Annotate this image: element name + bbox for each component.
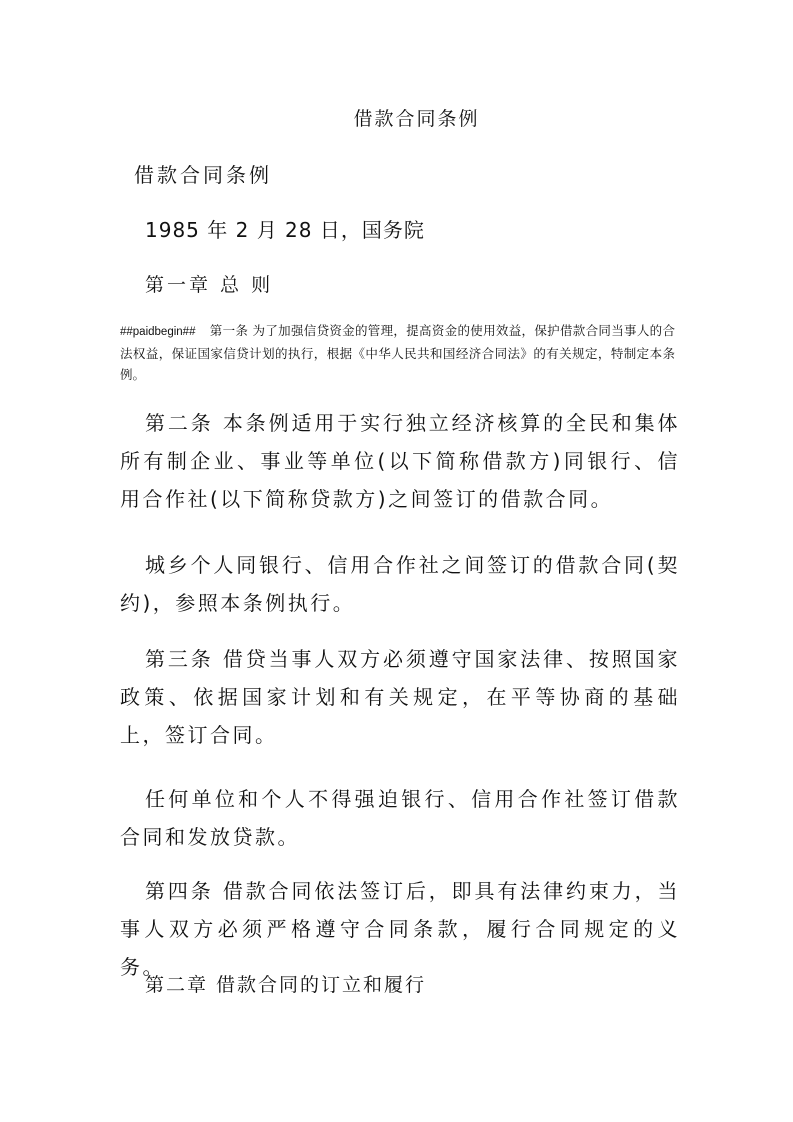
article-4: 第四条 借款合同依法签订后，即具有法律约束力，当事人双方必须严格遵守合同条款，履行合同规定的义务。 [120, 879, 680, 979]
article-1 [120, 320, 675, 385]
chapter-1-heading: 第一章 总 则 [145, 274, 274, 296]
paid-tag: ##paidbegin## [120, 326, 196, 338]
date-line: 1985 年 2 月 28 日，国务院 [145, 218, 425, 242]
article-2-paragraph-2: 城乡个人同银行、信用合作社之间签订的借款合同(契约)，参照本条例执行。 [120, 553, 680, 615]
document-subtitle: 借款合同条例 [134, 163, 272, 187]
article-2: 第二条 本条例适用于实行独立经济核算的全民和集体所有制企业、事业等单位(以下简称借款方)同银行、信用合作社(以下简称贷款方)之间签订的借款合同。 [120, 411, 680, 511]
article-1-text: 第一条 为了加强信贷资金的管理，提高资金的使用效益，保护借款合同当事人的合法权益，保证国家信贷计划的执行，根据《中华人民共和国经济合同法》的有关规定，特制定本条例。 [120, 323, 675, 382]
document-title: 借款合同条例 [353, 108, 480, 130]
chapter-2-heading: 第二章 借款合同的订立和履行 [145, 974, 427, 996]
article-3: 第三条 借贷当事人双方必须遵守国家法律、按照国家政策、依据国家计划和有关规定，在平等协商的基础上，签订合同。 [120, 647, 680, 747]
article-3-paragraph-2: 任何单位和个人不得强迫银行、信用合作社签订借款合同和发放贷款。 [120, 787, 680, 849]
